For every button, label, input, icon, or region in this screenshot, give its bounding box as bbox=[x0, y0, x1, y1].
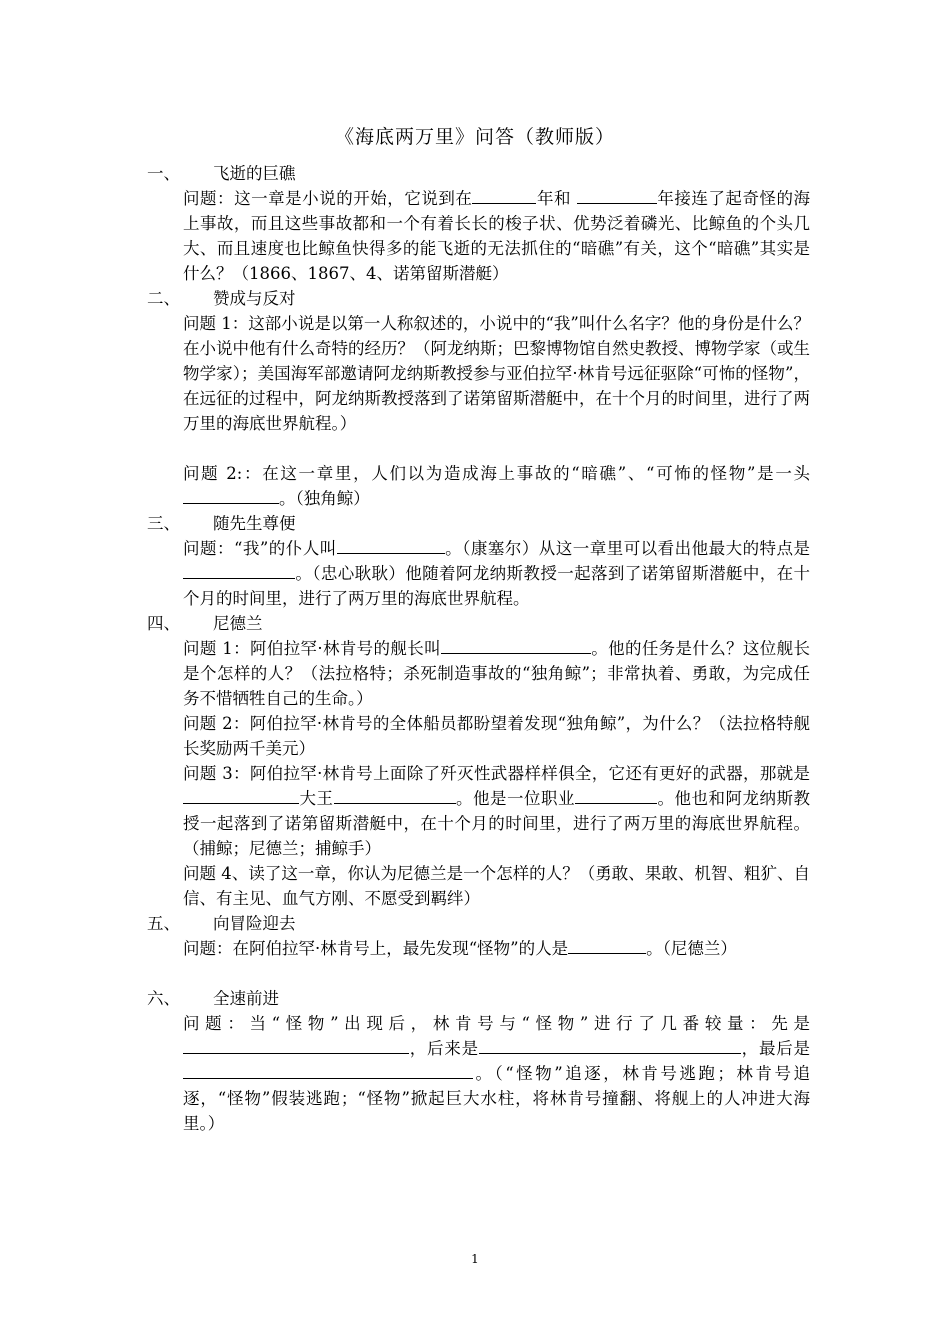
answer-blank bbox=[441, 636, 591, 654]
section-heading-2 bbox=[147, 286, 296, 311]
question-text: 问题 2:：在这一章里，人们以为造成海上事故的“暗礁”、“可怖的怪物”是一头 bbox=[183, 464, 810, 483]
answer-blank bbox=[472, 186, 536, 204]
question-text: 。（独角鲸） bbox=[279, 489, 370, 508]
answer-blank bbox=[183, 1036, 409, 1054]
question-text: 。他的任务是什么？这位舰长是个怎样的人？（法拉格特；杀死制造事故的“独角鲸”；非常执着、勇敢，为完成任务不惜牺牲自己的生命。） bbox=[183, 639, 810, 708]
question-text: 问题：在阿伯拉罕·林肯号上，最先发现“怪物”的人是 bbox=[183, 939, 569, 958]
question-paragraph bbox=[183, 461, 810, 511]
section-title: 全速前进 bbox=[213, 989, 279, 1008]
answer-blank bbox=[183, 1061, 473, 1079]
question-paragraph bbox=[183, 536, 810, 611]
question-paragraph bbox=[183, 936, 810, 961]
question-text: ，最后是 bbox=[740, 1039, 811, 1058]
section-title: 随先生尊便 bbox=[213, 514, 296, 533]
question-text: 大王 bbox=[299, 789, 334, 808]
section-number: 五、 bbox=[147, 914, 180, 933]
question-text: 问题 3：阿伯拉罕·林肯号上面除了歼灭性武器样样俱全，它还有更好的武器，那就是 bbox=[183, 764, 810, 783]
answer-blank bbox=[337, 536, 445, 554]
section-title: 尼德兰 bbox=[213, 614, 263, 633]
section-heading-6 bbox=[147, 986, 279, 1011]
document-title: 《海底两万里》问答（教师版） bbox=[334, 126, 615, 148]
question-text: 。（尼德兰） bbox=[646, 939, 737, 958]
answer-blank bbox=[568, 936, 646, 954]
section-heading-3 bbox=[147, 511, 296, 536]
question-paragraph bbox=[183, 761, 810, 861]
section-number: 一、 bbox=[147, 164, 180, 183]
page-number: 1 bbox=[471, 1252, 479, 1266]
answer-blank bbox=[183, 561, 295, 579]
question-text: 。他是一位职业 bbox=[455, 789, 575, 808]
question-text: 问题：这一章是小说的开始，它说到在 bbox=[183, 189, 473, 208]
question-text: 问题 1：这部小说是以第一人称叙述的，小说中的“我”叫什么名字？他的身份是什么？在小说中他有什么奇特的经历？（阿龙纳斯；巴黎博物馆自然史教授、博物学家（或生物学家）；美国海军部邀请阿龙纳斯教授参与亚伯拉罕·林肯号远征驱除“可怖的怪物”，在远征的过程中，阿龙纳斯教授落到了诺第留斯潜艇中，在十个月的时间里，进行了两万里的海底世界航程。） bbox=[183, 314, 810, 433]
question-paragraph bbox=[183, 186, 810, 286]
section-title: 飞逝的巨礁 bbox=[213, 164, 296, 183]
question-text: 问题 4、读了这一章，你认为尼德兰是一个怎样的人？（勇敢、果敢、机智、粗犷、自信、有主见、血气方刚、不愿受到羁绊） bbox=[183, 864, 810, 908]
section-title: 赞成与反对 bbox=[213, 289, 296, 308]
question-text: 。（“怪物”追逐，林肯号逃跑；林肯号追逐，“怪物”假装逃跑；“怪物”掀起巨大水柱，将林肯号撞翻、将舰上的人冲进大海里。） bbox=[183, 1064, 810, 1133]
section-heading-5 bbox=[147, 911, 296, 936]
answer-blank bbox=[479, 1036, 741, 1054]
section-title: 向冒险迎去 bbox=[213, 914, 296, 933]
answer-blank bbox=[577, 186, 657, 204]
question-paragraph bbox=[183, 861, 810, 911]
section-heading-1 bbox=[147, 161, 296, 186]
question-text: 。（康塞尔）从这一章里可以看出他最大的特点是 bbox=[444, 539, 811, 558]
question-paragraph bbox=[183, 636, 810, 711]
question-text: 年和 bbox=[536, 189, 572, 208]
answer-blank bbox=[334, 786, 456, 804]
question-text: ，后来是 bbox=[409, 1039, 479, 1058]
question-paragraph bbox=[183, 711, 810, 761]
question-paragraph bbox=[183, 1011, 810, 1136]
answer-blank bbox=[575, 786, 657, 804]
section-number: 二、 bbox=[147, 289, 180, 308]
question-text: 问题 2：阿伯拉罕·林肯号的全体船员都盼望着发现“独角鲸”，为什么？（法拉格特舰长奖励两千美元） bbox=[183, 714, 810, 758]
question-text: 。（忠心耿耿）他随着阿龙纳斯教授一起落到了诺第留斯潜艇中，在十个月的时间里，进行了两万里的海底世界航程。 bbox=[183, 564, 810, 608]
question-text: 问题：当“怪物”出现后，林肯号与“怪物”进行了几番较量：先是 bbox=[183, 1014, 810, 1033]
question-text: 年接连了起奇怪的海上事故，而且这些事故都和一个有着长长的梭子状、优势泛着磷光、比鲸鱼的个头几大、而且速度也比鲸鱼快得多的能飞逝的无法抓住的“暗礁”有关，这个“暗礁”其实是什么？（1866、1867、4、诺第留斯潜艇） bbox=[183, 189, 811, 283]
section-number: 三、 bbox=[147, 514, 180, 533]
question-paragraph bbox=[183, 311, 810, 436]
answer-blank bbox=[183, 786, 299, 804]
question-text: 问题 1：阿伯拉罕·林肯号的舰长叫 bbox=[183, 639, 441, 658]
answer-blank bbox=[183, 486, 279, 504]
question-text: 问题：“我”的仆人叫 bbox=[183, 539, 337, 558]
section-number: 四、 bbox=[147, 614, 180, 633]
question-text: 。他也和阿龙纳斯教授一起落到了诺第留斯潜艇中，在十个月的时间里，进行了两万里的海底世界航程。（捕鲸；尼德兰；捕鲸手） bbox=[183, 789, 810, 858]
section-number: 六、 bbox=[147, 989, 180, 1008]
section-heading-4 bbox=[147, 611, 263, 636]
